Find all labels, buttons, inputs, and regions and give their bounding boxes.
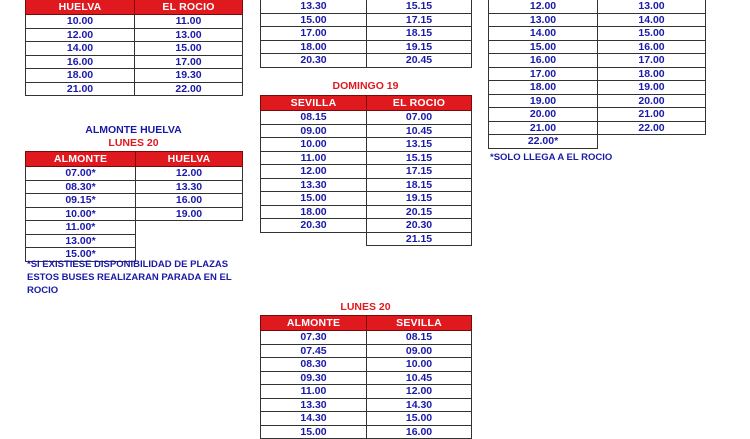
table-cell: 16.00 <box>598 40 706 54</box>
table-row <box>26 82 243 96</box>
table-row <box>489 0 706 13</box>
table-cell: 15.00 <box>261 13 367 27</box>
column-header: ALMONTE <box>261 316 367 331</box>
table-row <box>489 67 706 81</box>
table-row <box>261 412 472 426</box>
table-cell: 19.15 <box>367 40 472 54</box>
schedule-table-almonte-huelva <box>25 151 243 262</box>
table-cell: 21.00 <box>26 82 135 96</box>
table-row <box>261 232 472 246</box>
table-cell: 10.00 <box>367 358 472 372</box>
table-cell: 09.15* <box>26 194 136 208</box>
table-row <box>261 385 472 399</box>
table-cell: 15.00 <box>261 192 367 206</box>
note-line: ESTOS BUSES REALIZARAN PARADA EN EL <box>27 272 232 283</box>
table-row <box>261 205 472 219</box>
table-cell-empty <box>261 232 367 246</box>
almonte-huelva-subtitle: LUNES 20 <box>108 137 159 149</box>
table-cell: 15.00 <box>261 425 367 439</box>
table-row <box>261 165 472 179</box>
table-cell: 20.30 <box>261 219 367 233</box>
note-disponibilidad <box>27 258 267 297</box>
table-row <box>489 94 706 108</box>
table-row <box>261 13 472 27</box>
table-row <box>26 28 243 42</box>
table-cell: 15.15 <box>367 0 472 13</box>
table-row <box>489 135 706 149</box>
table-row <box>489 81 706 95</box>
table-cell: 16.00 <box>26 55 135 69</box>
table-cell: 18.15 <box>367 178 472 192</box>
table-cell: 19.00 <box>489 94 598 108</box>
table-cell: 13.30 <box>261 398 367 412</box>
table-cell: 19.30 <box>135 69 243 83</box>
table-cell: 13.00 <box>489 13 598 27</box>
table-cell: 22.00* <box>489 135 598 149</box>
table-cell: 19.00 <box>598 81 706 95</box>
table-cell: 17.00 <box>135 55 243 69</box>
table-cell: 15.00* <box>26 248 136 262</box>
column-header: EL ROCIO <box>367 96 472 111</box>
table-cell: 17.00 <box>261 27 367 41</box>
table-cell: 10.00* <box>26 207 136 221</box>
almonte-huelva-title: ALMONTE HUELVA <box>85 124 182 136</box>
table-row <box>261 371 472 385</box>
table-cell: 12.00 <box>136 167 243 181</box>
table-cell: 17.15 <box>367 13 472 27</box>
table-cell: 08.30 <box>261 358 367 372</box>
table-cell: 21.00 <box>489 121 598 135</box>
table-cell: 12.00 <box>26 28 135 42</box>
table-row <box>261 138 472 152</box>
table-cell: 21.00 <box>598 108 706 122</box>
table-cell: 08.15 <box>367 331 472 345</box>
table-row <box>261 178 472 192</box>
table-row <box>261 151 472 165</box>
table-cell: 17.00 <box>598 54 706 68</box>
table-cell: 22.00 <box>135 82 243 96</box>
table-cell: 17.00 <box>489 67 598 81</box>
table-row <box>261 54 472 68</box>
table-cell: 11.00 <box>261 151 367 165</box>
table-cell: 13.00* <box>26 234 136 248</box>
table-cell: 13.30 <box>136 180 243 194</box>
table-row <box>261 111 472 125</box>
table-cell: 16.00 <box>367 425 472 439</box>
table-cell: 09.00 <box>261 124 367 138</box>
note-solo-llega: *SOLO LLEGA A EL ROCIO <box>490 152 613 163</box>
schedule-table-domingo <box>260 95 472 246</box>
table-cell: 18.00 <box>261 40 367 54</box>
table-cell: 10.00 <box>26 15 135 29</box>
table-cell-empty <box>136 221 243 235</box>
column-header: ALMONTE <box>26 152 136 167</box>
table-row <box>261 0 472 13</box>
table-cell: 20.30 <box>367 219 472 233</box>
table-cell: 15.00 <box>489 40 598 54</box>
table-cell: 11.00 <box>135 15 243 29</box>
table-cell: 18.00 <box>26 69 135 83</box>
table-row <box>26 69 243 83</box>
column-header: SEVILLA <box>367 316 472 331</box>
table-cell: 08.30* <box>26 180 136 194</box>
table-cell: 08.15 <box>261 111 367 125</box>
table-header-row <box>26 152 243 167</box>
table-cell: 13.00 <box>135 28 243 42</box>
table-cell: 20.00 <box>598 94 706 108</box>
table-cell: 12.00 <box>489 0 598 13</box>
table-row <box>489 27 706 41</box>
table-row <box>261 331 472 345</box>
table-cell: 19.00 <box>136 207 243 221</box>
table-cell: 10.00 <box>261 138 367 152</box>
table-header-row <box>261 96 472 111</box>
table-row <box>261 124 472 138</box>
table-row <box>489 108 706 122</box>
table-header-row <box>26 0 243 15</box>
table-row <box>489 13 706 27</box>
table-cell: 14.30 <box>261 412 367 426</box>
table-cell: 15.00 <box>367 412 472 426</box>
table-cell: 07.00* <box>26 167 136 181</box>
table-row <box>26 55 243 69</box>
table-cell: 18.00 <box>489 81 598 95</box>
note-line: *SI EXISTIESE DISPONIBILIDAD DE PLAZAS <box>27 259 229 270</box>
table-cell: 13.30 <box>261 0 367 13</box>
lunes-sevilla-title: LUNES 20 <box>340 301 391 313</box>
schedule-table-top-middle <box>260 0 472 68</box>
table-header-row <box>261 316 472 331</box>
table-cell: 07.45 <box>261 344 367 358</box>
table-cell: 18.00 <box>598 67 706 81</box>
column-header: HUELVA <box>26 0 135 15</box>
table-cell: 13.30 <box>261 178 367 192</box>
table-cell: 18.15 <box>367 27 472 41</box>
table-cell: 21.15 <box>367 232 472 246</box>
table-cell: 18.00 <box>261 205 367 219</box>
table-cell: 12.00 <box>261 165 367 179</box>
table-cell: 14.00 <box>26 42 135 56</box>
table-cell: 15.00 <box>135 42 243 56</box>
table-cell: 11.00* <box>26 221 136 235</box>
table-cell: 16.00 <box>489 54 598 68</box>
table-row <box>261 219 472 233</box>
table-cell: 20.45 <box>367 54 472 68</box>
table-cell: 15.15 <box>367 151 472 165</box>
table-row <box>261 40 472 54</box>
table-cell-empty <box>598 135 706 149</box>
table-row <box>261 192 472 206</box>
table-row <box>261 425 472 439</box>
table-cell: 07.00 <box>367 111 472 125</box>
table-cell: 20.30 <box>261 54 367 68</box>
table-cell: 22.00 <box>598 121 706 135</box>
table-cell-empty <box>136 234 243 248</box>
table-cell: 13.15 <box>367 138 472 152</box>
domingo-title: DOMINGO 19 <box>332 80 399 92</box>
table-cell: 16.00 <box>136 194 243 208</box>
table-cell: 14.30 <box>367 398 472 412</box>
table-cell: 15.00 <box>598 27 706 41</box>
table-row <box>26 180 243 194</box>
table-cell: 19.15 <box>367 192 472 206</box>
table-cell: 07.30 <box>261 331 367 345</box>
table-row <box>26 234 243 248</box>
table-row <box>26 167 243 181</box>
table-cell: 09.00 <box>367 344 472 358</box>
table-row <box>489 54 706 68</box>
table-row <box>489 40 706 54</box>
schedule-table-top-right <box>488 0 706 149</box>
table-cell: 11.00 <box>261 385 367 399</box>
table-cell: 14.00 <box>598 13 706 27</box>
table-row <box>26 194 243 208</box>
table-cell: 17.15 <box>367 165 472 179</box>
table-cell: 13.00 <box>598 0 706 13</box>
schedule-table-lunes-sevilla <box>260 315 472 439</box>
note-line: ROCIO <box>27 285 59 296</box>
table-cell: 09.30 <box>261 371 367 385</box>
table-row <box>261 398 472 412</box>
table-cell: 14.00 <box>489 27 598 41</box>
table-cell: 20.15 <box>367 205 472 219</box>
table-row <box>26 42 243 56</box>
table-cell: 12.00 <box>367 385 472 399</box>
table-row <box>261 27 472 41</box>
table-cell: 10.45 <box>367 371 472 385</box>
column-header: EL ROCIO <box>135 0 243 15</box>
table-row <box>26 221 243 235</box>
table-row <box>261 344 472 358</box>
table-row <box>26 15 243 29</box>
table-cell: 20.00 <box>489 108 598 122</box>
table-cell: 10.45 <box>367 124 472 138</box>
table-row <box>261 358 472 372</box>
column-header: SEVILLA <box>261 96 367 111</box>
schedule-table-huelva-rocio <box>25 0 243 96</box>
column-header: HUELVA <box>136 152 243 167</box>
table-row <box>26 207 243 221</box>
table-row <box>489 121 706 135</box>
